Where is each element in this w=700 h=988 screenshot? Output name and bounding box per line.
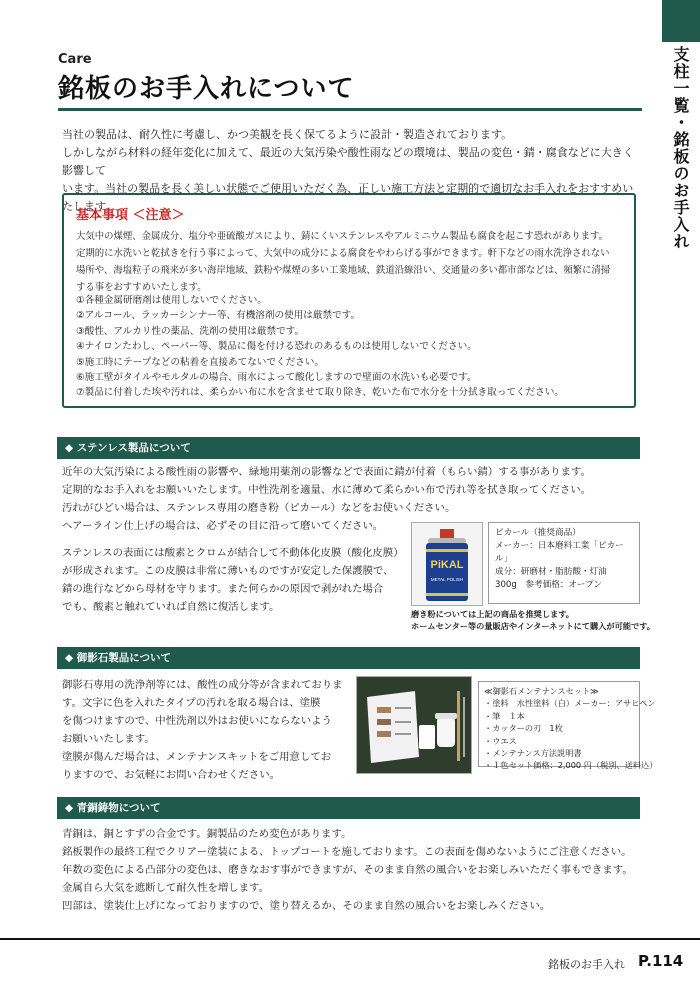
basics-list-item: ⑤施工時にテープなどの粘着を直接あてないでください。 [76,356,324,368]
stainless-line: ヘアーライン仕上げの場合は、必ずその目に沿って磨いてください。 [62,520,384,532]
stainless-line: 錆の進行などから母材を守ります。また何らかの原因で剥がれた場合 [62,583,384,595]
bronze-line: 凹部は、塗装仕上げになっておりますので、塗り替えるか、そのまま自然の風合いをお楽しみください。 [62,900,551,912]
pikal-note-line: 磨き粉については上記の商品を推奨します。 [411,609,574,619]
stainless-line: 汚れがひどい場合は、ステンレス専用の磨き粉（ピカール）などをお使いください。 [62,502,456,514]
pikal-photo [411,522,483,606]
stainless-line: 定期的なお手入れをお願いいたします。中性洗剤を適量、水に薄めて柔らかい布で汚れ等を拭き取ってください。 [62,484,592,496]
stainless-line: 近年の大気汚染による酸性雨の影響や、緑地用薬剤の影響などで表面に錆が付着（もらい錆）する事があります。 [62,466,591,478]
granite-kit-caption [478,681,658,771]
basics-list-item: ⑦製品に付着した埃や汚れは、柔らかい布に水を含ませて取り除き、乾いた布で水分を十分拭き取ってください。 [76,387,564,399]
stainless-line: ステンレスの表面には酸素とクロムが結合して不動体化皮膜（酸化皮膜） [62,547,404,559]
granite-heading: ◆ 御影石製品について [57,647,640,669]
bronze-line: 銘板製作の最終工程でクリアー塗装による、トップコートを施しております。この表面を傷めないようにご注意ください。 [62,846,632,858]
intro-line: います。当社の製品を長く美しい状態でご使用いただく為、正しい施工方法と定期的で適切なお手入れをおすすめいたします。 [62,182,634,213]
side-tab-label: 支柱一覧・銘板のお手入れ [671,46,690,250]
bronze-line: 年数の変色による凸部分の変色は、磨きなおす事ができますが、そのまま自然の風合いをお楽しみいただく事もできます。 [62,864,633,876]
granite-line: りますので、お気軽にお問い合わせください。 [62,769,280,781]
granite-kit-title: ≪御影石メンテナンスセット≫ [484,686,599,696]
granite-kit-item: ・メンテナンス方法説明書 [484,748,582,759]
granite-kit-item: ・カッターの刃 1枚 [484,723,563,734]
basics-list-item: ③酸性、アルカリ性の薬品、洗剤の使用は厳禁です。 [76,325,305,337]
bronze-line: 青銅は、銅とすずの合金です。銅製品のため変色があります。 [62,828,352,840]
pikal-ingredients: 成分：研磨材・脂肪酸・灯油 [495,567,607,577]
granite-line: お願いいたします。 [62,733,155,745]
page-title: 銘板のお手入れについて [58,74,355,104]
basics-list-item: ②アルコール、ラッカーシンナー等、有機溶剤の使用は厳禁です。 [76,310,361,322]
stainless-line: でも、酸素と触れていれば自然に復活します。 [62,601,280,613]
pikal-brand-text: PiKAL [430,559,464,571]
basics-body-line: 大気中の煤煙、金属成分、塩分や亜硫酸ガスにより、錆にくいステンレスやアルミニウム製品も腐食を起こす恐れがあります。 [76,231,608,242]
basics-body [76,228,622,296]
pikal-can-illustration [412,523,482,605]
footer-label: 銘板のお手入れ [548,958,625,971]
side-tab-label-area [661,42,700,254]
basics-box [62,193,636,408]
pikal-note [411,608,655,632]
basics-list-item: ⑥施工壁がタイルやモルタルの場合、雨水によって酸化しますので壁面の水洗いも必要です。 [76,372,477,384]
basics-list [76,293,622,401]
pikal-caption [488,522,640,604]
intro-line: 当社の製品は、耐久性に考慮し、かつ美観を長く保てるように設計・製造されております。 [62,128,513,141]
basics-list-item: ④ナイロンたわし、ペーパー等、製品に傷を付ける恐れのあるものは使用しないでください。 [76,341,477,353]
eyebrow-label: Care [58,52,92,67]
pikal-name: ピカール（推奨商品） [495,528,581,538]
stainless-paragraph-2 [62,544,402,616]
granite-kit-photo [356,676,472,774]
granite-kit-item: ・１色セット価格：2,000 円（税別、送料込） [484,760,658,771]
title-divider [58,108,642,111]
basics-list-item: ①各種金属研磨剤は使用しないでください。 [76,295,267,306]
granite-kit-illustration [357,677,471,773]
granite-kit-item: ・筆 １本 [484,710,525,721]
pikal-note-line: ホームセンター等の量販店やインターネットにて購入が可能です。 [411,621,655,631]
granite-line: 塗膜が傷んだ場合は、メンテナンスキットをご用意してお [62,751,332,763]
basics-body-line: 場所や、海塩粒子の飛来が多い海岸地域、鉄粉や煤煙の多い工業地域、鉄道沿線沿い、交通量の多い都市部などは、頻繁に清掃 [76,265,611,276]
pikal-can-subtext: METAL POLISH [430,577,464,582]
pikal-price: 300g 参考価格：オープン [495,580,603,590]
bronze-heading: ◆ 青銅鋳物について [57,797,640,819]
granite-kit-item: ・ウエス [484,735,517,746]
bronze-line: 金属自ら大気を遮断して耐久性を増します。 [62,882,269,894]
footer-divider [0,938,700,940]
basics-title: 基本事項 ＜注意＞ [76,208,185,223]
granite-paragraph [62,676,362,784]
bronze-paragraph [62,825,642,915]
basics-body-line: 定期的に水洗いと乾拭きを行う事によって、大気中の成分による腐食をやわらげる事ができます。軒下などの雨水洗浄されない [76,248,610,259]
stainless-heading: ◆ ステンレス製品について [57,437,640,459]
granite-line: 御影石専用の洗浄剤等には、酸性の成分等が含まれておりま [62,679,343,691]
pikal-maker: メーカー：日本磨料工業「ピカール」 [495,541,624,564]
basics-body-line: する事をおすすめいたします。 [76,282,207,293]
stainless-line: が形成されます。この皮膜は非常に薄いものですが安定した保護膜で、 [62,565,394,577]
granite-line: を傷つけますので、中性洗剤以外はお使いにならないよう [62,715,332,727]
granite-line: す。文字に色を入れたタイプの汚れを取る場合は、塗膜 [62,697,321,709]
intro-line: しかしながら材料の経年変化に加えて、最近の大気汚染や酸性雨などの環境は、製品の変色・錆・腐食などに大きく影響して [62,146,634,177]
granite-kit-item: ・塗料 水性塗料（白）メーカー：アサヒペン [484,698,656,709]
page-number: P.114 [638,952,684,970]
